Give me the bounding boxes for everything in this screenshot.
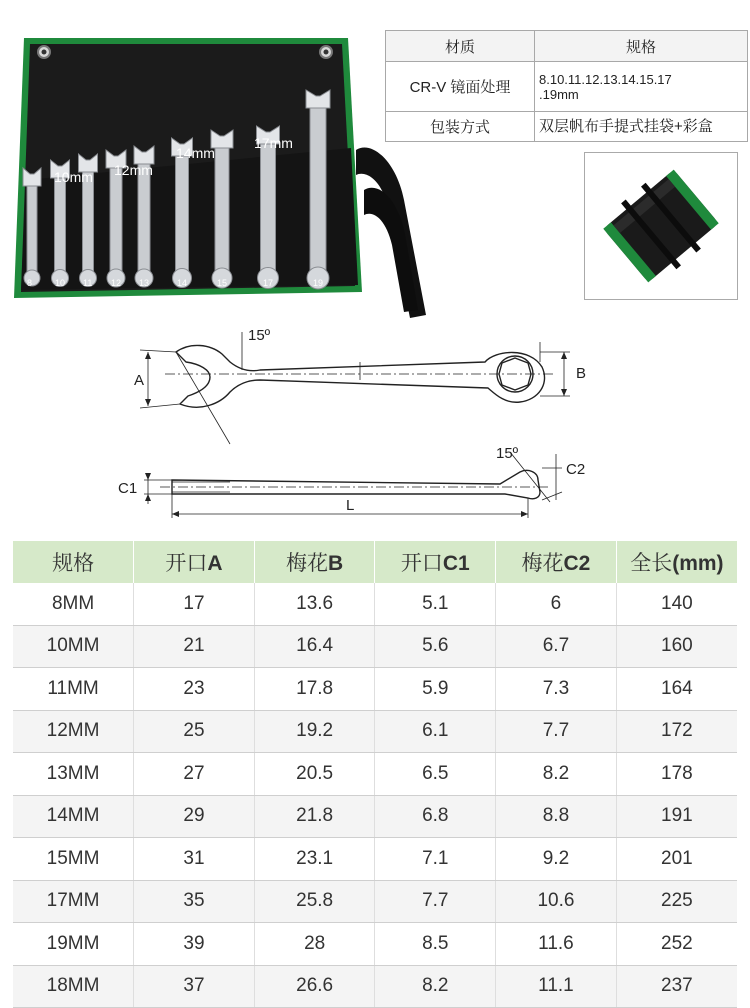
table-cell: 5.1 [375, 583, 496, 625]
table-cell: 23.1 [254, 838, 375, 881]
wrench-size-label: 8 [27, 278, 33, 288]
header-ring-c2-bold: C2 [563, 552, 591, 575]
table-cell: 17MM [13, 880, 134, 923]
dimension-l-label: L [346, 497, 355, 514]
header-ring-c2 [496, 541, 617, 583]
header-size [13, 541, 134, 583]
head-label-12: 12mm [114, 162, 153, 178]
head-label-17: 17mm [254, 135, 293, 151]
header-length-text: 全长 [630, 552, 673, 575]
header-open-a-text: 开口 [165, 552, 208, 575]
header-ring-b-text: 梅花 [286, 552, 329, 575]
table-cell: 252 [616, 923, 737, 966]
table-cell: 8MM [13, 583, 134, 625]
size-data-table [13, 541, 737, 1008]
table-row [13, 965, 737, 1008]
table-cell: 19MM [13, 923, 134, 966]
dimension-c2-label: C2 [566, 461, 586, 478]
table-cell: 7.3 [496, 668, 617, 711]
head-label-14: 14mm [176, 145, 215, 161]
header-ring-b [254, 541, 375, 583]
wrench-roll-photo [6, 30, 446, 320]
dimension-a-label: A [134, 372, 145, 389]
table-cell: 7.7 [496, 710, 617, 753]
table-cell: 6.1 [375, 710, 496, 753]
table-cell: 164 [616, 668, 737, 711]
table-cell: 15MM [13, 838, 134, 881]
table-cell: 8.2 [375, 965, 496, 1008]
table-row [13, 583, 737, 625]
table-cell: 140 [616, 583, 737, 625]
spec-packaging-value: 双层帆布手提式挂袋+彩盒 [535, 112, 748, 142]
spec-table [385, 30, 748, 142]
table-cell: 178 [616, 753, 737, 796]
spec-sizes-line1: 8.10.11.12.13.14.15.17 [539, 71, 672, 87]
table-cell: 8.2 [496, 753, 617, 796]
wrench-dimension-diagram [110, 322, 610, 530]
wrench-size-label: 14 [177, 278, 188, 288]
wrench-size-label: 12 [111, 278, 122, 288]
head-label-10: 10mm [54, 169, 93, 185]
table-row [13, 625, 737, 668]
wrench-size-label: 19 [313, 278, 324, 288]
table-cell: 21 [134, 625, 255, 668]
table-cell: 16.4 [254, 625, 375, 668]
table-cell: 31 [134, 838, 255, 881]
header-open-c1-bold: C1 [442, 552, 470, 575]
table-cell: 26.6 [254, 965, 375, 1008]
table-cell: 225 [616, 880, 737, 923]
table-cell: 5.9 [375, 668, 496, 711]
table-cell: 10MM [13, 625, 134, 668]
table-cell: 17 [134, 583, 255, 625]
table-cell: 27 [134, 753, 255, 796]
header-open-c1 [375, 541, 496, 583]
table-cell: 8.8 [496, 795, 617, 838]
spec-material-label: CR-V 镜面处理 [386, 62, 535, 112]
table-cell: 7.7 [375, 880, 496, 923]
table-cell: 19.2 [254, 710, 375, 753]
table-cell: 11.6 [496, 923, 617, 966]
table-cell: 25 [134, 710, 255, 753]
table-cell: 8.5 [375, 923, 496, 966]
header-open-a [134, 541, 255, 583]
header-ring-b-bold: B [328, 552, 344, 575]
table-cell: 11.1 [496, 965, 617, 1008]
table-cell: 237 [616, 965, 737, 1008]
table-cell: 37 [134, 965, 255, 1008]
table-cell: 23 [134, 668, 255, 711]
table-row [13, 753, 737, 796]
table-cell: 160 [616, 625, 737, 668]
table-cell: 12MM [13, 710, 134, 753]
table-cell: 9.2 [496, 838, 617, 881]
table-cell: 10.6 [496, 880, 617, 923]
table-row [13, 880, 737, 923]
table-cell: 13MM [13, 753, 134, 796]
wrench-size-label: 17 [263, 278, 274, 288]
table-row [13, 923, 737, 966]
dimension-b-label: B [576, 365, 587, 382]
angle-side-label: 15º [496, 445, 519, 462]
spec-sizes-line2: .19mm [539, 86, 579, 102]
table-cell: 14MM [13, 795, 134, 838]
rolled-bag-photo [584, 152, 738, 300]
table-cell: 6.8 [375, 795, 496, 838]
header-length-bold: (mm) [672, 552, 724, 575]
table-cell: 201 [616, 838, 737, 881]
table-cell: 6.7 [496, 625, 617, 668]
spec-row-material [386, 62, 748, 112]
table-cell: 6 [496, 583, 617, 625]
wrench-size-label: 10 [55, 278, 66, 288]
spec-table-header [386, 31, 748, 62]
spec-packaging-label: 包装方式 [386, 112, 535, 142]
table-cell: 7.1 [375, 838, 496, 881]
table-cell: 172 [616, 710, 737, 753]
table-cell: 39 [134, 923, 255, 966]
header-length [616, 541, 737, 583]
data-table-header [13, 541, 737, 583]
wrench-size-label: 11 [83, 278, 93, 288]
spec-header-material: 材质 [386, 31, 535, 62]
table-cell: 21.8 [254, 795, 375, 838]
wrench-size-label: 15 [217, 278, 228, 288]
table-cell: 6.5 [375, 753, 496, 796]
wrench-size-label: 13 [139, 278, 150, 288]
table-cell: 5.6 [375, 625, 496, 668]
table-cell: 191 [616, 795, 737, 838]
spec-material-value [535, 62, 748, 112]
spec-row-packaging [386, 112, 748, 142]
header-open-c1-text: 开口 [400, 552, 443, 575]
angle-top-label: 15º [248, 327, 271, 344]
table-cell: 20.5 [254, 753, 375, 796]
dimension-c1-label: C1 [118, 480, 138, 497]
table-row [13, 668, 737, 711]
table-cell: 18MM [13, 965, 134, 1008]
table-cell: 28 [254, 923, 375, 966]
table-row [13, 710, 737, 753]
wrench-19 [306, 90, 330, 289]
table-cell: 25.8 [254, 880, 375, 923]
table-row [13, 795, 737, 838]
table-cell: 29 [134, 795, 255, 838]
table-cell: 11MM [13, 668, 134, 711]
table-cell: 13.6 [254, 583, 375, 625]
header-size-text: 规格 [52, 552, 95, 575]
table-cell: 35 [134, 880, 255, 923]
header-open-a-bold: A [207, 552, 223, 575]
spec-header-spec: 规格 [535, 31, 748, 62]
header-ring-c2-text: 梅花 [521, 552, 564, 575]
table-row [13, 838, 737, 881]
table-cell: 17.8 [254, 668, 375, 711]
